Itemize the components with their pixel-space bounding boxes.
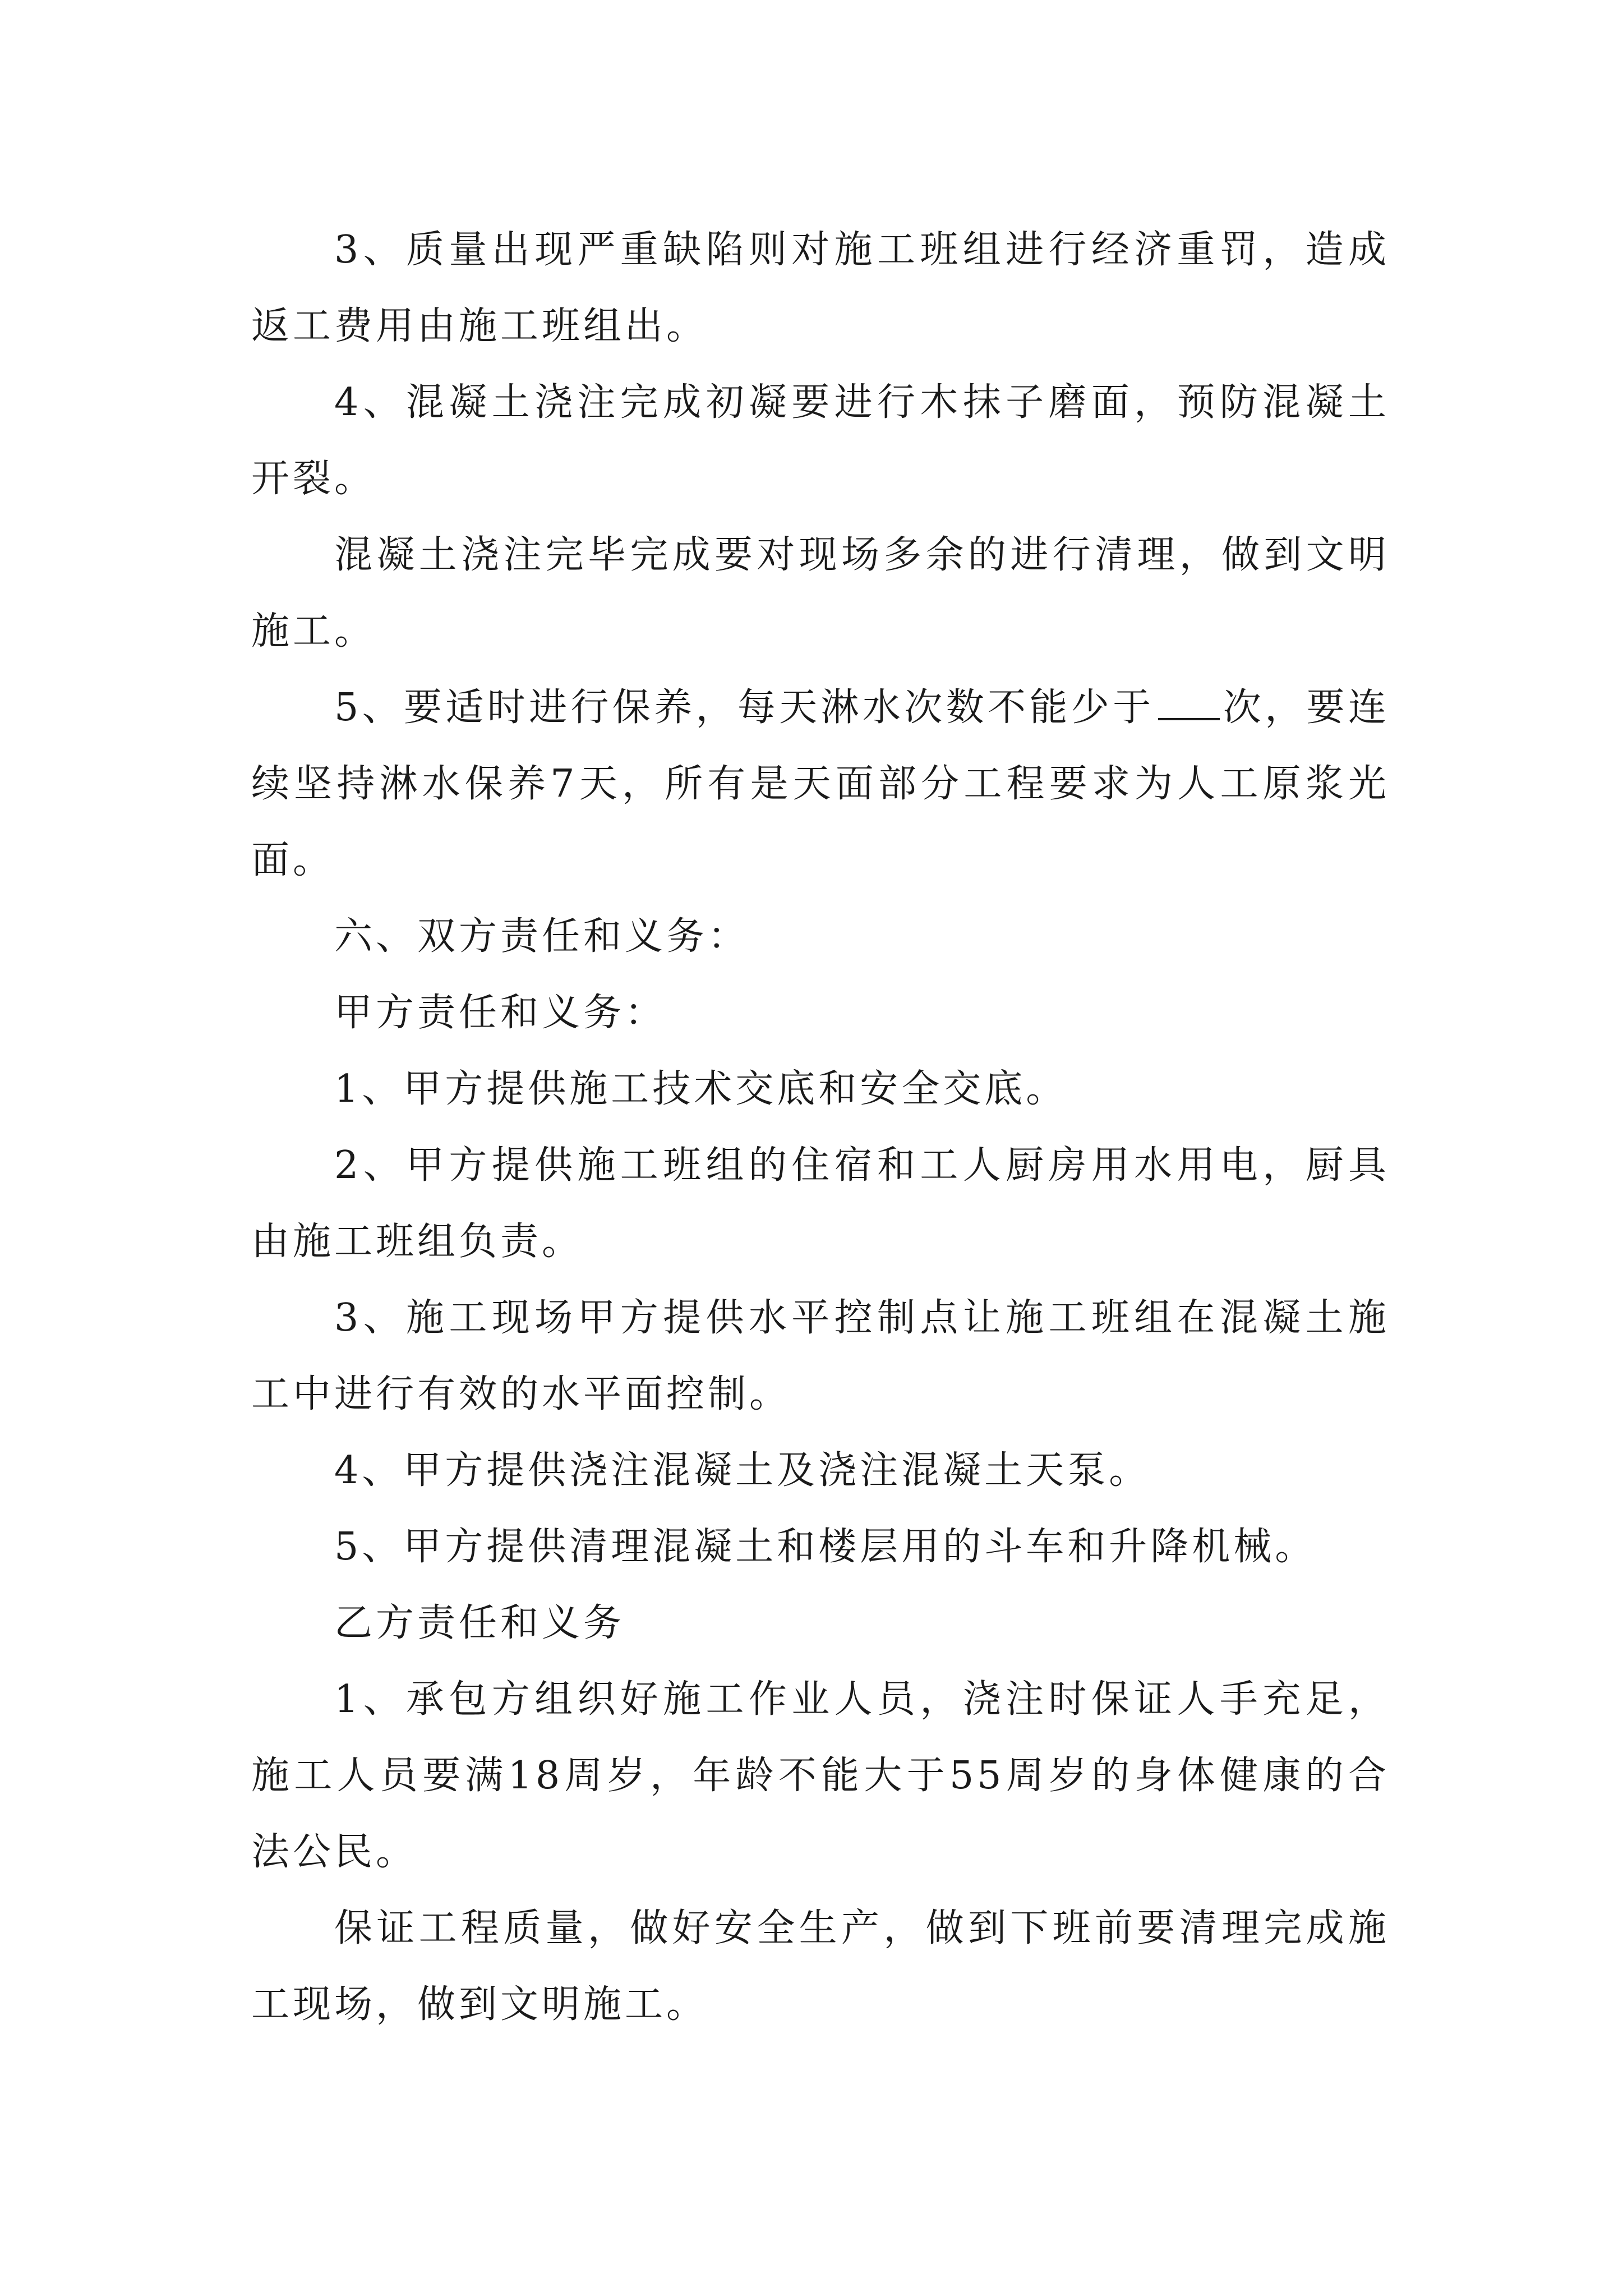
party-a-item-2: 2、甲方提供施工班组的住宿和工人厨房用水用电，厨具由施工班组负责。 bbox=[251, 1143, 1390, 1264]
curing-text-before: 5、要适时进行保养，每天淋水次数不能少于 bbox=[334, 685, 1155, 730]
paragraph-site-cleanup: 混凝土浇注完毕完成要对现场多余的进行清理，做到文明施工。 bbox=[251, 533, 1390, 654]
paragraph-curing bbox=[251, 670, 1390, 899]
section-heading-responsibilities: 六、双方责任和义务： bbox=[334, 914, 750, 959]
subheading-party-a: 甲方责任和义务： bbox=[334, 991, 667, 1035]
party-b-item-1: 1、承包方组织好施工作业人员，浇注时保证人手充足，施工人员要满18周岁，年龄不能大于55周岁的身体健康的合法公民。 bbox=[251, 1677, 1390, 1874]
paragraph-concrete-finishing: 4、混凝土浇注完成初凝要进行木抹子磨面，预防混凝土开裂。 bbox=[251, 380, 1390, 501]
party-a-item-1: 1、甲方提供施工技术交底和安全交底。 bbox=[334, 1067, 1068, 1111]
party-a-item-3: 3、施工现场甲方提供水平控制点让施工班组在混凝土施工中进行有效的水平面控制。 bbox=[251, 1296, 1390, 1416]
party-b-quality-safety: 保证工程质量，做好安全生产，做到下班前要清理完成施工现场，做到文明施工。 bbox=[251, 1906, 1390, 2027]
curing-text-after: 次，要连续坚持淋水保养7天，所有是天面部分工程要求为人工原浆光面。 bbox=[251, 685, 1390, 882]
document-body bbox=[251, 212, 1390, 2043]
party-a-item-4: 4、甲方提供浇注混凝土及浇注混凝土天泵。 bbox=[334, 1448, 1151, 1493]
subheading-party-b: 乙方责任和义务 bbox=[334, 1601, 625, 1645]
party-a-item-5: 5、甲方提供清理混凝土和楼层用的斗车和升降机械。 bbox=[334, 1525, 1317, 1569]
paragraph-quality-penalty: 3、质量出现严重缺陷则对施工班组进行经济重罚，造成返工费用由施工班组出。 bbox=[251, 228, 1390, 348]
fill-in-blank bbox=[1158, 687, 1220, 720]
